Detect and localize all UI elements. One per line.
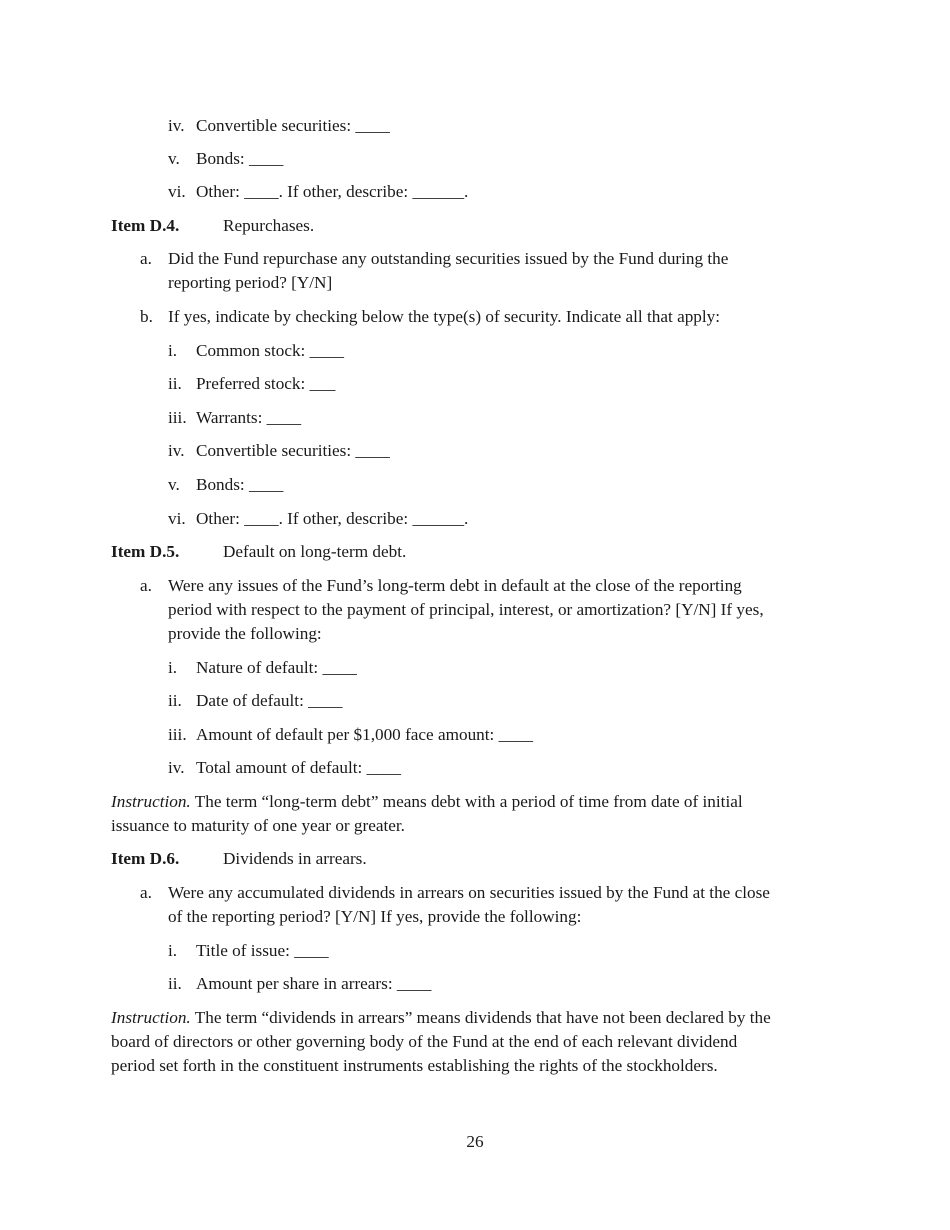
- page-number: 26: [466, 1132, 484, 1151]
- instruction-label: Instruction.: [111, 792, 191, 811]
- list-number: iv.: [168, 441, 185, 460]
- list-number: iii.: [168, 725, 187, 744]
- question-text: If yes, indicate by checking below the type(s) of security. Indicate all that apply:: [168, 307, 721, 326]
- instruction-text: board of directors or other governing body of the Fund at the end of each relevant dividend: [111, 1032, 738, 1051]
- question-text: of the reporting period? [Y/N] If yes, provide the following:: [168, 907, 582, 926]
- list-item: Convertible securities: ____: [196, 441, 390, 460]
- list-item: Nature of default: ____: [196, 658, 357, 677]
- list-number: v.: [168, 475, 180, 494]
- list-number: i.: [168, 341, 178, 360]
- question-text: period with respect to the payment of principal, interest, or amortization? [Y/N] If yes,: [168, 600, 764, 619]
- list-number: v.: [168, 149, 180, 168]
- instruction-text: The term “dividends in arrears” means dividends that have not been declared by the: [190, 1008, 771, 1027]
- question-text: provide the following:: [168, 624, 322, 643]
- list-number: i.: [168, 941, 178, 960]
- item-d5-label: Item D.5.: [111, 542, 180, 561]
- list-item: Bonds: ____: [196, 475, 284, 494]
- list-item: Warrants: ____: [196, 408, 302, 427]
- instruction-text: period set forth in the constituent instruments establishing the rights of the stockholders.: [111, 1056, 718, 1075]
- list-item: Amount per share in arrears: ____: [196, 974, 432, 993]
- list-item: Amount of default per $1,000 face amount: ____: [196, 725, 533, 744]
- list-number: i.: [168, 658, 178, 677]
- list-item: Other: ____. If other, describe: ______.: [196, 509, 469, 528]
- item-d6-title: Dividends in arrears.: [223, 849, 367, 868]
- instruction-text: The term “long-term debt” means debt with a period of time from date of initial: [190, 792, 743, 811]
- list-letter: a.: [140, 576, 152, 595]
- list-number: iv.: [168, 758, 185, 777]
- list-number: vi.: [168, 509, 186, 528]
- list-item: Convertible securities: ____: [196, 116, 390, 135]
- list-number: iv.: [168, 116, 185, 135]
- list-letter: a.: [140, 249, 152, 268]
- item-d4-label: Item D.4.: [111, 216, 180, 235]
- item-d6-label: Item D.6.: [111, 849, 180, 868]
- question-text: Were any issues of the Fund’s long-term debt in default at the close of the reporting: [168, 576, 742, 595]
- instruction-paragraph: [111, 1006, 771, 1030]
- list-item: Preferred stock: ___: [196, 374, 336, 393]
- list-number: vi.: [168, 182, 186, 201]
- list-letter: a.: [140, 883, 152, 902]
- list-number: ii.: [168, 691, 182, 710]
- instruction-label: Instruction.: [111, 1008, 191, 1027]
- item-d5-title: Default on long-term debt.: [223, 542, 407, 561]
- question-text: Were any accumulated dividends in arrears on securities issued by the Fund at the close: [168, 883, 770, 902]
- question-text: Did the Fund repurchase any outstanding securities issued by the Fund during the: [168, 249, 729, 268]
- list-number: ii.: [168, 374, 182, 393]
- list-item: Total amount of default: ____: [196, 758, 401, 777]
- instruction-text: issuance to maturity of one year or greater.: [111, 816, 405, 835]
- instruction-paragraph: [111, 790, 743, 814]
- item-d4-title: Repurchases.: [223, 216, 315, 235]
- list-item: Title of issue: ____: [196, 941, 329, 960]
- list-letter: b.: [140, 307, 153, 326]
- list-number: ii.: [168, 974, 182, 993]
- list-number: iii.: [168, 408, 187, 427]
- list-item: Other: ____. If other, describe: ______.: [196, 182, 469, 201]
- list-item: Date of default: ____: [196, 691, 343, 710]
- question-text: reporting period? [Y/N]: [168, 273, 333, 292]
- list-item: Bonds: ____: [196, 149, 284, 168]
- list-item: Common stock: ____: [196, 341, 345, 360]
